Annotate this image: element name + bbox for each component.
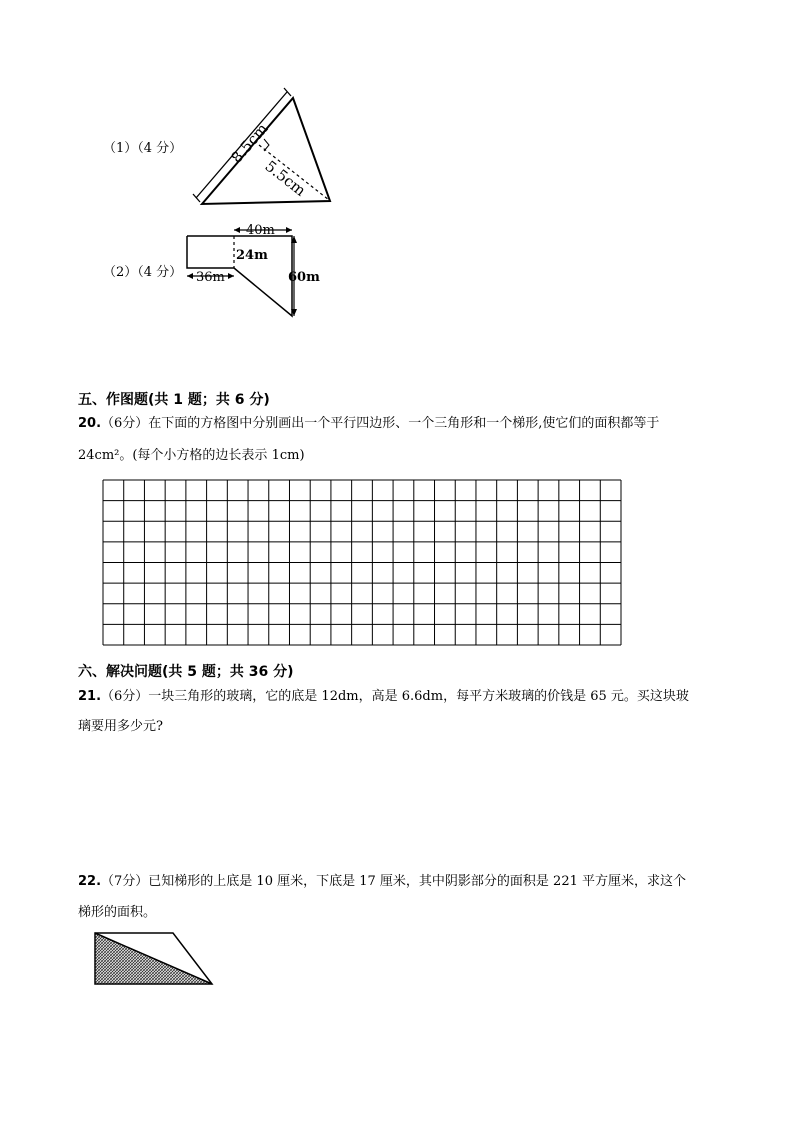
question22-number: 22. [78, 874, 102, 889]
question20-line2: 24cm²。(每个小方格的边长表示 1cm) [78, 448, 305, 463]
figure1-label: （1）（4 分） [103, 141, 183, 156]
figure2-right-label: 60m [288, 270, 320, 285]
figure2-label: （2）（4 分） [103, 265, 183, 280]
question21-line1 [78, 690, 689, 703]
figure1-side-label: 8.5cm [227, 119, 272, 167]
question21-text: （6分）一块三角形的玻璃，它的底是 12dm，高是 6.6dm，每平方米玻璃的价钱是 65 元。买这块玻 [101, 689, 689, 704]
section5-heading: 五、作图题(共 1 题；共 6 分) [78, 392, 270, 408]
section6-heading: 六、解决问题(共 5 题；共 36 分) [78, 664, 294, 680]
question22-line2: 梯形的面积。 [78, 905, 157, 920]
question22-line1 [78, 875, 686, 888]
figure1-height-label: 5.5cm [261, 156, 310, 200]
question20-line1 [78, 417, 659, 430]
drawing-grid[interactable] [102, 479, 624, 649]
figure2-inner-height-label: 24m [236, 248, 268, 263]
figure2-shape [180, 218, 330, 323]
figure1-triangle [180, 86, 350, 211]
figure2-bottom-label: 36m [196, 270, 225, 285]
question21-line2: 璃要用多少元? [78, 719, 163, 734]
figure2-top-label: 40m [246, 223, 275, 238]
question21-number: 21. [78, 689, 102, 704]
trapezoid-figure [90, 928, 218, 990]
question22-text: （7分）已知梯形的上底是 10 厘米，下底是 17 厘米，其中阴影部分的面积是 221 平方厘米，求这个 [101, 874, 686, 889]
question20-number: 20. [78, 416, 102, 431]
question20-text: （6分）在下面的方格图中分别画出一个平行四边形、一个三角形和一个梯形,使它们的面积都等于 [101, 416, 660, 431]
